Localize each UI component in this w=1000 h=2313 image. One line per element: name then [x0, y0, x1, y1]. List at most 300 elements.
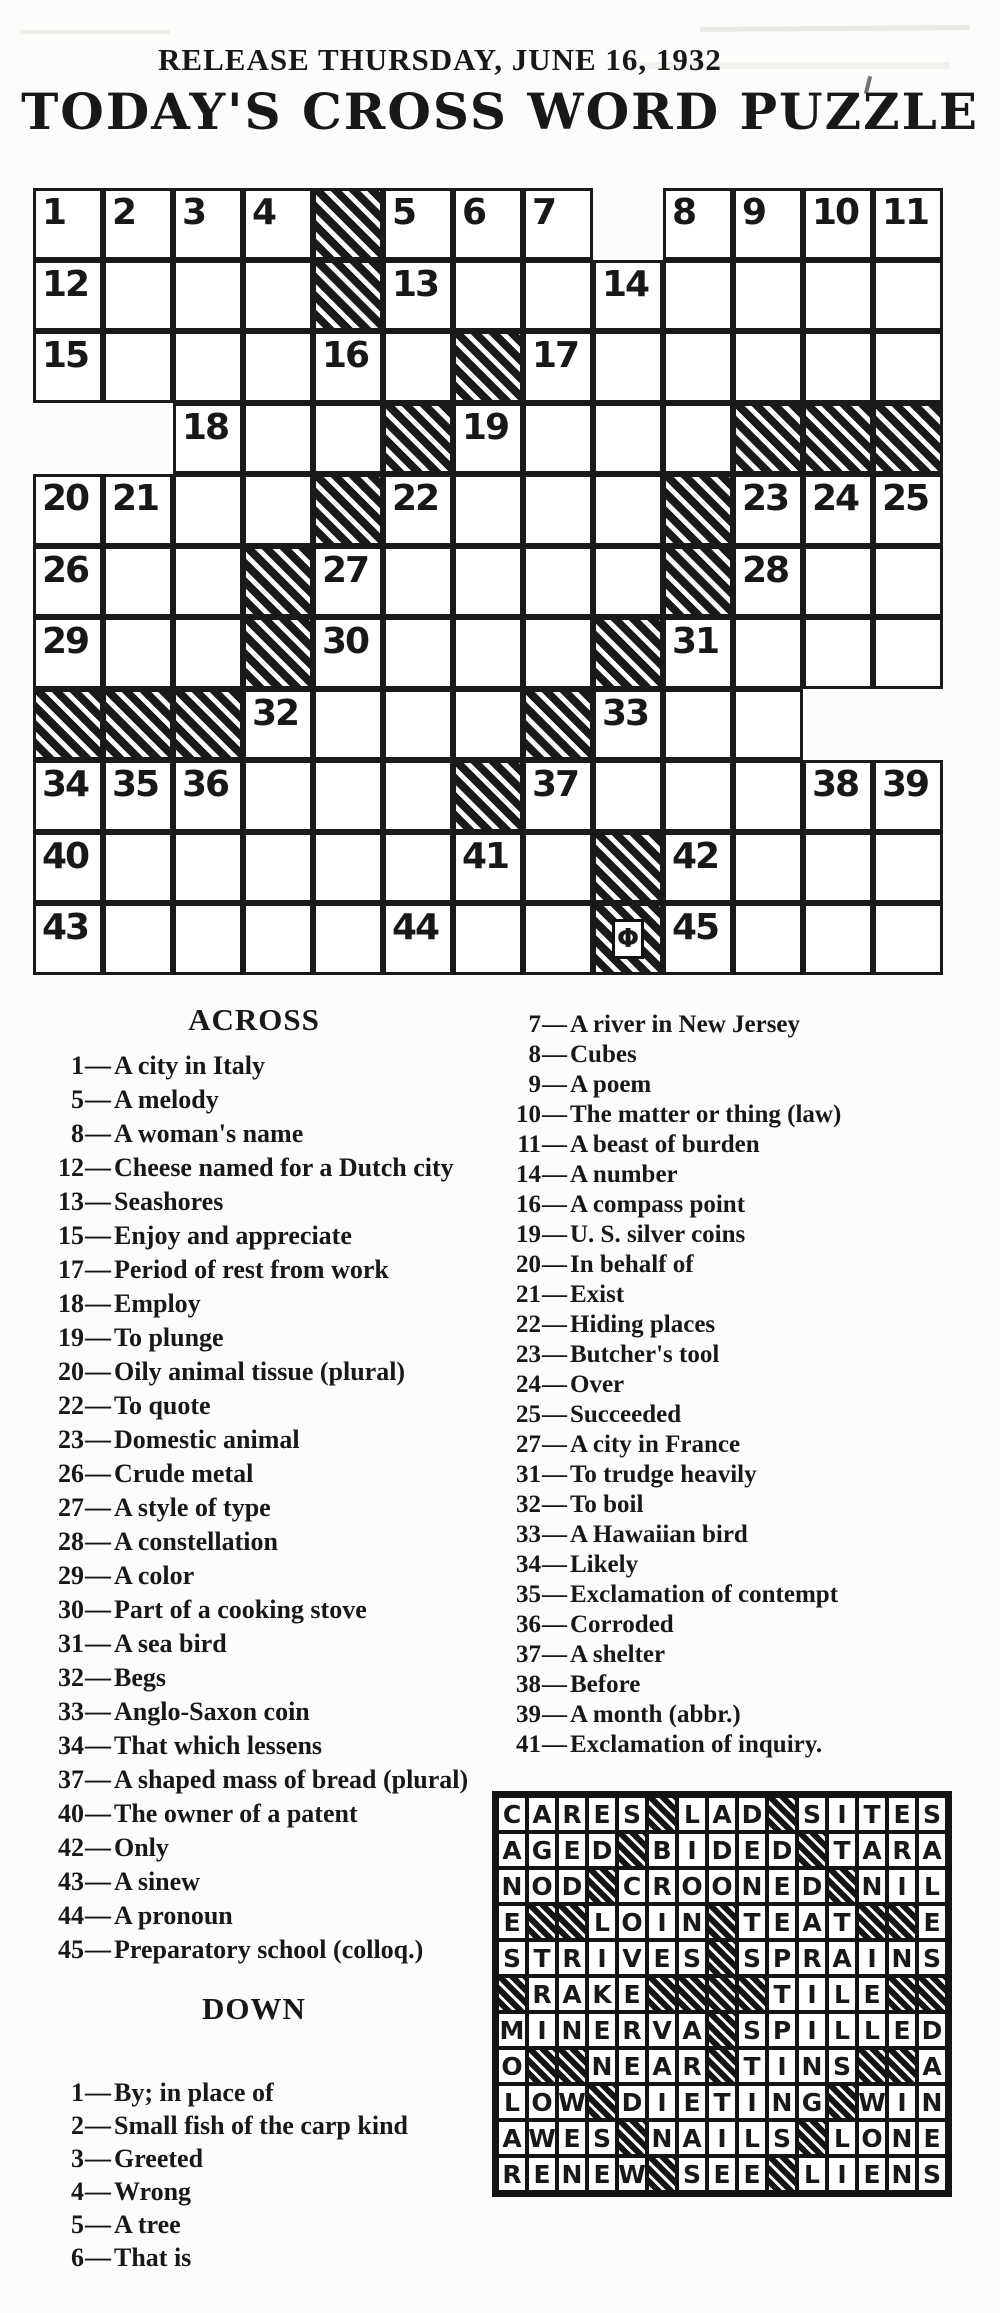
grid-cell — [313, 689, 383, 761]
solution-letter-cell: N — [587, 2048, 617, 2084]
clue-separator: — — [85, 1527, 111, 1556]
clue-text: A tree — [114, 2210, 181, 2239]
black-cell — [33, 689, 103, 761]
solution-letter-cell: E — [587, 2012, 617, 2048]
solution-letter-cell: W — [527, 2120, 557, 2156]
clue-number: 31 — [58, 1629, 84, 1658]
grid-cell — [33, 617, 103, 689]
grid-cell — [523, 760, 593, 832]
clue-text: The matter or thing (law) — [570, 1101, 842, 1128]
solution-letter-cell: N — [887, 2120, 917, 2156]
solution-letter-cell: E — [887, 1796, 917, 1832]
solution-black-cell — [557, 1904, 587, 1940]
grid-cell — [103, 474, 173, 546]
grid-cell — [663, 903, 733, 975]
solution-letter-cell: R — [557, 1940, 587, 1976]
grid-cell — [523, 903, 593, 975]
grid-cell — [803, 188, 873, 260]
solution-letter-cell: L — [737, 2120, 767, 2156]
black-cell — [593, 832, 663, 904]
solution-letter-cell: D — [617, 2084, 647, 2120]
clue-item — [36, 1392, 472, 1420]
solution-black-cell — [587, 1868, 617, 1904]
solution-black-cell — [887, 1904, 917, 1940]
cell-number: 2 — [112, 192, 136, 233]
solution-letter-cell: D — [557, 1868, 587, 1904]
clue-number: 36 — [516, 1611, 541, 1638]
solution-letter-cell: L — [587, 1904, 617, 1940]
solution-letter-cell: C — [497, 1796, 527, 1832]
grid-cell — [663, 617, 733, 689]
clue-number: 7 — [528, 1011, 541, 1038]
grid-cell — [453, 546, 523, 618]
solution-letter-cell: L — [917, 1868, 947, 1904]
black-cell — [733, 403, 803, 475]
clue-number: 2 — [71, 2111, 84, 2140]
cell-number: 34 — [42, 764, 89, 805]
clue-number: 28 — [58, 1527, 84, 1556]
solution-letter-cell: E — [917, 2120, 947, 2156]
black-cell — [313, 188, 383, 260]
grid-cell — [173, 331, 243, 403]
cell-number: 23 — [742, 478, 789, 519]
solution-black-cell — [647, 1976, 677, 2012]
solution-letter-cell: A — [497, 1832, 527, 1868]
clue-separator: — — [542, 1461, 567, 1488]
clue-number: 5 — [71, 2210, 84, 2239]
solution-letter-cell: M — [497, 2012, 527, 2048]
clue-item — [36, 1154, 472, 1182]
clue-text: Part of a cooking stove — [114, 1595, 367, 1624]
clue-number: 23 — [516, 1341, 541, 1368]
black-cell — [593, 617, 663, 689]
clue-item — [36, 2145, 472, 2173]
solution-letter-cell: A — [557, 1976, 587, 2012]
black-cell — [313, 260, 383, 332]
grid-cell — [33, 760, 103, 832]
clue-item — [497, 1132, 967, 1158]
solution-letter-cell: S — [737, 1940, 767, 1976]
solution-letter-cell: T — [527, 1940, 557, 1976]
grid-cell — [453, 617, 523, 689]
clue-number: 8 — [71, 1119, 84, 1148]
solution-letter-cell: S — [827, 2048, 857, 2084]
solution-letter-cell: N — [857, 1868, 887, 1904]
clue-separator: — — [85, 1765, 111, 1794]
black-cell — [173, 689, 243, 761]
grid-cell — [243, 331, 313, 403]
solution-black-cell — [707, 1940, 737, 1976]
grid-cell — [453, 689, 523, 761]
solution-letter-cell: D — [737, 1796, 767, 1832]
grid-cell — [243, 260, 313, 332]
cell-number: 20 — [42, 478, 89, 519]
grid-cell — [383, 832, 453, 904]
grid-cell — [33, 188, 103, 260]
solution-letter-cell: T — [827, 1832, 857, 1868]
solution-letter-cell: I — [527, 2012, 557, 2048]
clue-text: A style of type — [114, 1493, 271, 1522]
solution-letter-cell: I — [647, 1904, 677, 1940]
grid-cell — [523, 832, 593, 904]
cell-number: 1 — [42, 192, 66, 233]
solution-black-cell — [497, 1976, 527, 2012]
clue-number: 16 — [516, 1191, 541, 1218]
clue-text: Cheese named for a Dutch city — [114, 1153, 454, 1182]
solution-letter-cell: E — [767, 1904, 797, 1940]
grid-cell — [173, 832, 243, 904]
solution-letter-cell: I — [647, 2084, 677, 2120]
cell-number: 7 — [532, 192, 556, 233]
grid-cell — [523, 546, 593, 618]
grid-cell — [873, 903, 943, 975]
solution-letter-cell: O — [617, 1904, 647, 1940]
clue-separator: — — [542, 1101, 567, 1128]
clue-number: 26 — [58, 1459, 84, 1488]
clue-item — [36, 1732, 472, 1760]
solution-letter-cell: S — [917, 1940, 947, 1976]
clue-separator: — — [85, 1255, 111, 1284]
clue-text: A compass point — [570, 1191, 746, 1218]
clue-number: 37 — [516, 1641, 541, 1668]
grid-cell — [523, 188, 593, 260]
grid-cell — [103, 832, 173, 904]
solution-letter-cell: O — [527, 1868, 557, 1904]
clue-item — [497, 1732, 967, 1758]
solution-black-cell — [797, 2120, 827, 2156]
clue-separator: — — [85, 1459, 111, 1488]
black-cell — [663, 546, 733, 618]
solution-letter-cell: N — [917, 2084, 947, 2120]
clue-number: 31 — [516, 1461, 541, 1488]
solution-letter-cell: A — [827, 1940, 857, 1976]
grid-cell — [803, 760, 873, 832]
grid-cell — [593, 760, 663, 832]
grid-cell — [243, 474, 313, 546]
grid-cell — [523, 331, 593, 403]
grid-cell — [383, 188, 453, 260]
clue-separator: — — [85, 2243, 111, 2272]
solution-letter-cell: E — [617, 2048, 647, 2084]
solution-black-cell — [707, 2012, 737, 2048]
solution-letter-cell: R — [887, 1832, 917, 1868]
grid-cell — [453, 188, 523, 260]
clue-text: Seashores — [114, 1187, 224, 1216]
grid-cell — [733, 760, 803, 832]
across-clue-list — [36, 1052, 472, 1964]
solution-letter-cell: I — [827, 1796, 857, 1832]
clue-number: 35 — [516, 1581, 541, 1608]
clue-item — [36, 1698, 472, 1726]
cell-number: 3 — [182, 192, 206, 233]
clue-separator: — — [542, 1551, 567, 1578]
solution-letter-cell: L — [827, 1976, 857, 2012]
grid-cell — [243, 903, 313, 975]
clue-text: Exclamation of contempt — [570, 1581, 839, 1608]
solution-letter-cell: S — [737, 2012, 767, 2048]
clue-item — [36, 1528, 472, 1556]
solution-letter-cell: A — [677, 2012, 707, 2048]
grid-cell — [103, 760, 173, 832]
solution-letter-cell: D — [767, 1832, 797, 1868]
clue-separator: — — [542, 1281, 567, 1308]
clue-separator: — — [85, 1697, 111, 1726]
grid-cell — [33, 474, 103, 546]
grid-cell — [383, 617, 453, 689]
clue-separator: — — [542, 1641, 567, 1668]
solution-letter-cell: C — [617, 1868, 647, 1904]
cell-number: 41 — [462, 835, 509, 877]
grid-cell — [453, 832, 523, 904]
clue-item — [497, 1162, 967, 1188]
clue-separator: — — [85, 2144, 111, 2173]
clue-number: 1 — [71, 2078, 84, 2107]
clue-number: 17 — [58, 1255, 84, 1284]
clue-text: Only — [114, 1833, 169, 1862]
solution-letter-cell: T — [857, 1796, 887, 1832]
solution-letter-cell: E — [857, 2156, 887, 2192]
grid-cell — [243, 689, 313, 761]
grid-cell — [383, 331, 453, 403]
clue-text: A number — [570, 1161, 678, 1188]
clue-separator: — — [85, 1799, 111, 1828]
solution-letter-cell: S — [917, 2156, 947, 2192]
solution-letter-cell: T — [827, 1904, 857, 1940]
cell-number: 43 — [42, 907, 89, 948]
clue-separator: — — [85, 1153, 111, 1182]
clue-text: U. S. silver coins — [570, 1221, 746, 1248]
clue-separator: — — [85, 1051, 111, 1080]
solution-letter-cell: R — [797, 1940, 827, 1976]
grid-cell — [173, 403, 243, 475]
clue-text: Over — [570, 1371, 625, 1398]
release-line: RELEASE THURSDAY, JUNE 16, 1932 — [158, 42, 722, 77]
clue-item — [497, 1282, 967, 1308]
grid-cell — [243, 832, 313, 904]
solution-letter-cell: A — [677, 2120, 707, 2156]
scan-artifact — [700, 25, 970, 32]
clue-separator: — — [542, 1671, 567, 1698]
grid-cell — [733, 546, 803, 618]
grid-cell — [663, 689, 733, 761]
solution-letter-cell: A — [917, 1832, 947, 1868]
clue-text: A city in Italy — [114, 1051, 265, 1080]
clue-item — [497, 1192, 967, 1218]
cell-number: 4 — [252, 192, 276, 233]
clue-number: 3 — [71, 2144, 84, 2173]
grid-cell — [523, 617, 593, 689]
solution-letter-cell: P — [767, 2012, 797, 2048]
solution-letter-cell: N — [497, 1868, 527, 1904]
solution-letter-cell: G — [797, 2084, 827, 2120]
cell-number: 42 — [672, 835, 719, 877]
grid-cell — [733, 903, 803, 975]
clue-separator: — — [85, 2177, 111, 2206]
grid-cell — [33, 260, 103, 332]
grid-cell — [103, 546, 173, 618]
clue-number: 12 — [58, 1153, 84, 1182]
clue-number: 11 — [517, 1131, 541, 1158]
clue-separator: — — [85, 1629, 111, 1658]
cell-number: 21 — [112, 478, 159, 519]
clue-text: To plunge — [114, 1323, 224, 1352]
solution-letter-cell: N — [647, 2120, 677, 2156]
grid-cell — [243, 760, 313, 832]
clue-text: Greeted — [114, 2144, 204, 2173]
grid-cell — [523, 260, 593, 332]
clue-separator: — — [85, 1119, 111, 1148]
clue-item — [36, 1086, 472, 1114]
solution-letter-cell: E — [497, 1904, 527, 1940]
cell-number: 29 — [42, 621, 89, 662]
grid-cell — [803, 903, 873, 975]
grid-cell — [33, 832, 103, 904]
clue-text: Anglo-Saxon coin — [114, 1697, 310, 1726]
grid-cell — [663, 760, 733, 832]
clue-text: A melody — [114, 1085, 219, 1114]
clue-item — [36, 1052, 472, 1080]
grid-cell — [243, 403, 313, 475]
grid-cell — [173, 903, 243, 975]
grid-cell — [173, 188, 243, 260]
solution-letter-cell: O — [677, 1868, 707, 1904]
clue-separator: — — [85, 1731, 111, 1760]
clue-separator: — — [542, 1011, 567, 1038]
left-clue-column — [36, 1000, 472, 2277]
clue-number: 1 — [71, 1051, 84, 1080]
solution-letter-cell: R — [677, 2048, 707, 2084]
solution-letter-cell: R — [557, 1796, 587, 1832]
clue-text: The owner of a patent — [114, 1799, 358, 1828]
cell-number: 24 — [812, 478, 859, 519]
cell-number: 26 — [42, 549, 89, 591]
solution-letter-cell: I — [707, 2120, 737, 2156]
solution-letter-cell: K — [587, 1976, 617, 2012]
grid-cell — [103, 260, 173, 332]
clue-text: Exist — [570, 1281, 625, 1308]
clue-separator: — — [542, 1191, 567, 1218]
clue-text: A pronoun — [114, 1901, 233, 1930]
solution-letter-cell: A — [527, 1796, 557, 1832]
clue-text: A Hawaiian bird — [570, 1521, 748, 1548]
clue-item — [497, 1462, 967, 1488]
clue-item — [36, 1766, 472, 1794]
solution-black-cell — [647, 1796, 677, 1832]
clue-number: 18 — [58, 1289, 84, 1318]
grid-cell — [453, 403, 523, 475]
cell-number: 16 — [322, 335, 369, 376]
scan-artifact — [20, 30, 170, 34]
clue-number: 19 — [516, 1221, 541, 1248]
clue-text: Oily animal tissue (plural) — [114, 1357, 406, 1386]
clue-item — [36, 1188, 472, 1216]
clue-item — [497, 1252, 967, 1278]
cell-number: 5 — [392, 192, 416, 233]
solution-letter-cell: S — [497, 1940, 527, 1976]
solution-letter-cell: E — [557, 1832, 587, 1868]
grid-cell — [733, 260, 803, 332]
solution-letter-cell: D — [707, 1832, 737, 1868]
grid-cell — [873, 260, 943, 332]
clue-number: 41 — [516, 1731, 541, 1758]
solution-black-cell — [647, 2156, 677, 2192]
black-cell — [453, 331, 523, 403]
grid-cell — [383, 760, 453, 832]
grid-cell — [103, 617, 173, 689]
clue-text: A beast of burden — [570, 1131, 760, 1158]
solution-letter-cell: E — [917, 1904, 947, 1940]
grid-cell — [33, 546, 103, 618]
solution-letter-cell: A — [647, 2048, 677, 2084]
clue-text: That is — [114, 2243, 192, 2272]
clue-item — [36, 1256, 472, 1284]
clue-separator: — — [85, 1425, 111, 1454]
cell-number: 12 — [42, 263, 89, 305]
cell-number: 31 — [672, 621, 719, 662]
clue-number: 27 — [58, 1493, 84, 1522]
solution-black-cell — [677, 1976, 707, 2012]
clue-item — [36, 1120, 472, 1148]
solution-grid — [492, 1791, 952, 2197]
grid-cell — [313, 760, 383, 832]
solution-letter-cell: N — [737, 1868, 767, 1904]
solution-letter-cell: A — [857, 1832, 887, 1868]
grid-cell — [313, 331, 383, 403]
clue-number: 4 — [71, 2177, 84, 2206]
grid-cell — [173, 760, 243, 832]
grid-cell — [733, 689, 803, 761]
solution-black-cell — [527, 2048, 557, 2084]
clue-text: In behalf of — [570, 1251, 694, 1278]
clue-item — [497, 1582, 967, 1608]
clue-number: 43 — [58, 1867, 84, 1896]
solution-letter-cell: S — [767, 2120, 797, 2156]
solution-letter-cell: N — [797, 2048, 827, 2084]
clue-item — [36, 2211, 472, 2239]
solution-letter-cell: L — [677, 1796, 707, 1832]
solution-letter-cell: I — [587, 1940, 617, 1976]
clue-separator: — — [85, 1221, 111, 1250]
void-space — [103, 403, 173, 475]
clue-text: Domestic animal — [114, 1425, 300, 1454]
clue-text: A woman's name — [114, 1119, 304, 1148]
solution-letter-cell: T — [737, 1904, 767, 1940]
clue-separator: — — [85, 1493, 111, 1522]
grid-cell — [663, 188, 733, 260]
grid-cell — [103, 903, 173, 975]
solution-letter-cell: V — [617, 1940, 647, 1976]
clue-item — [36, 1494, 472, 1522]
grid-cell — [383, 903, 453, 975]
cell-number: 44 — [392, 907, 439, 948]
solution-letter-cell: I — [887, 1868, 917, 1904]
clue-number: 33 — [516, 1521, 541, 1548]
solution-letter-cell: I — [797, 1976, 827, 2012]
clue-text: Hiding places — [570, 1311, 716, 1338]
grid-cell — [33, 331, 103, 403]
grid-cell — [383, 689, 453, 761]
solution-black-cell — [887, 1976, 917, 2012]
clue-text: A shaped mass of bread (plural) — [114, 1765, 469, 1794]
cell-number: 33 — [602, 692, 649, 734]
grid-cell — [873, 760, 943, 832]
cell-number: 35 — [112, 764, 159, 805]
clue-item — [497, 1402, 967, 1428]
clue-item — [497, 1492, 967, 1518]
solution-letter-cell: W — [557, 2084, 587, 2120]
solution-letter-cell: G — [527, 1832, 557, 1868]
clue-number: 6 — [71, 2243, 84, 2272]
